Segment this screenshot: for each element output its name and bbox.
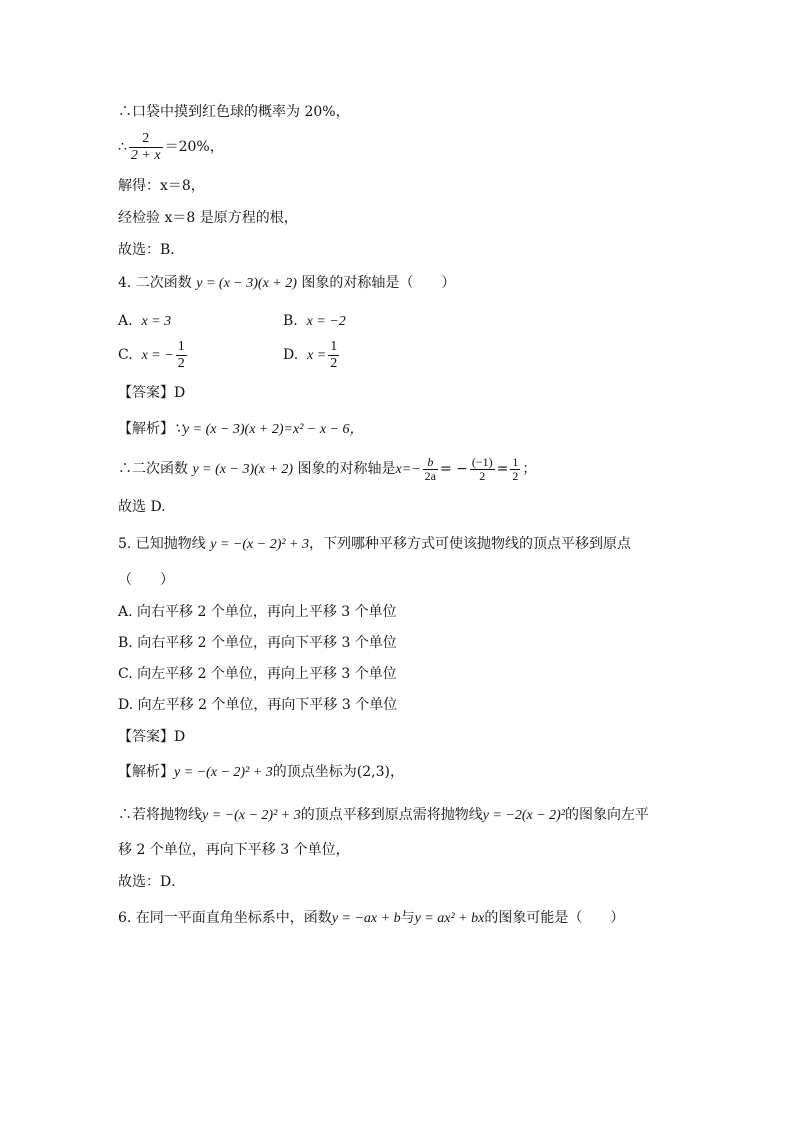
- question-number: 6. 在同一平面直角坐标系中，函数: [118, 910, 332, 926]
- fraction-numerator: 2: [129, 131, 163, 148]
- fraction-denominator: 2 + x: [130, 147, 161, 163]
- conclusion-line: 故选：D．: [118, 874, 186, 890]
- question-5-stem: [118, 534, 631, 555]
- question-5-stem-line2: （ ）: [118, 572, 174, 588]
- analysis-label: 【解析】: [118, 764, 174, 780]
- fraction-numerator: (−1): [471, 454, 493, 469]
- math-expression: y = −(x − 2)² + 3: [174, 765, 273, 780]
- text-fragment: =: [496, 461, 509, 477]
- question-6-stem: [118, 908, 624, 929]
- text-fragment: ，下列哪种平移方式可使该抛物线的顶点平移到原点: [309, 536, 632, 552]
- option-a: [118, 311, 171, 332]
- option-value: x = −2: [306, 314, 346, 329]
- therefore-symbol: ∴: [118, 139, 127, 155]
- answer-line: 【答案】D: [118, 729, 186, 745]
- text-fragment: 的顶点平移到原点需将抛物线: [300, 807, 483, 823]
- analysis-line: [118, 762, 404, 783]
- text-fragment: 的图象向左平: [565, 807, 650, 823]
- option-d: [283, 338, 341, 373]
- fraction-numerator: 1: [177, 338, 185, 354]
- text-fragment: 的顶点坐标为(2,3)，: [272, 764, 404, 780]
- answer-line: 【答案】D: [118, 385, 186, 401]
- analysis-line: [118, 452, 536, 487]
- text-line: 故选：B．: [118, 242, 185, 258]
- text-fragment: ；: [522, 461, 537, 477]
- text-line: ∴口袋中摸到红色球的概率为 20%，: [118, 104, 350, 120]
- fraction: [129, 131, 163, 164]
- text-fragment: 图象的对称轴是: [297, 461, 396, 477]
- math-expression: ∵y = (x − 3)(x + 2)=x² − x − 6，: [174, 422, 364, 437]
- fraction-numerator: b: [423, 456, 438, 470]
- fraction-numerator: 1: [330, 338, 338, 354]
- fraction-denominator: 2: [177, 355, 185, 371]
- option-a: A. 向右平移 2 个单位，再向上平移 3 个单位: [118, 604, 397, 620]
- text-fragment: ＝20%，: [164, 139, 224, 155]
- option-value: x =: [307, 348, 327, 363]
- math-expression: y = −(x − 2)² + 3: [202, 808, 301, 823]
- option-value: x = −: [141, 348, 174, 363]
- analysis-line: [118, 419, 364, 440]
- option-label: A.: [118, 313, 133, 329]
- analysis-line: 移 2 个单位，再向下平移 3 个单位，: [118, 842, 350, 858]
- text-line: 经检验 x＝8 是原方程的根，: [118, 210, 298, 226]
- fraction-denominator: 2a: [424, 468, 436, 483]
- fraction-denominator: 2: [512, 468, 519, 483]
- fraction: [470, 456, 495, 483]
- math-expression: y = −2(x − 2)²: [482, 808, 566, 823]
- option-label: D.: [283, 347, 299, 363]
- fraction-denominator: 2: [330, 355, 338, 371]
- option-value: x = 3: [141, 314, 172, 329]
- question-4-stem: [118, 273, 455, 294]
- option-b: B. 向右平移 2 个单位，再向下平移 3 个单位: [118, 635, 397, 651]
- fraction-line: [118, 130, 224, 164]
- analysis-label: 【解析】: [118, 421, 174, 437]
- question-number: 4. 二次函数: [118, 275, 192, 291]
- fraction: [510, 456, 520, 483]
- math-expression: y = −ax + b: [331, 911, 401, 926]
- fraction-denominator: 2: [479, 468, 486, 483]
- math-expression: y = (x − 3)(x + 2): [192, 462, 294, 477]
- conclusion-line: 故选 D.: [118, 499, 166, 515]
- text-fragment: ∴二次函数: [118, 461, 188, 477]
- option-label: B.: [283, 313, 298, 329]
- fraction: [176, 339, 187, 372]
- fraction: [423, 456, 438, 483]
- text-fragment: 的图象可能是（ ）: [484, 910, 625, 926]
- option-b: [283, 311, 346, 332]
- option-c: [118, 338, 189, 373]
- text-line: 解得：x＝8，: [118, 178, 205, 194]
- text-fragment: 与: [400, 910, 415, 926]
- text-fragment: = −: [439, 461, 468, 477]
- analysis-line: [118, 805, 649, 826]
- question-number: 5. 已知抛物线: [118, 536, 206, 552]
- math-expression: y = −(x − 2)² + 3: [210, 537, 310, 552]
- math-expression: y = (x − 3)(x + 2): [196, 276, 297, 291]
- option-d: D. 向左平移 2 个单位，再向下平移 3 个单位: [118, 697, 398, 713]
- math-expression: y = ax² + bx: [414, 911, 485, 926]
- option-c: C. 向左平移 2 个单位，再向上平移 3 个单位: [118, 666, 397, 682]
- math-expression: x=−: [395, 462, 421, 477]
- text-fragment: ∴若将抛物线: [118, 807, 202, 823]
- option-label: C.: [118, 347, 133, 363]
- text-fragment: 图象的对称轴是（ ）: [301, 275, 456, 291]
- fraction: [328, 339, 339, 372]
- fraction-numerator: 1: [512, 454, 519, 469]
